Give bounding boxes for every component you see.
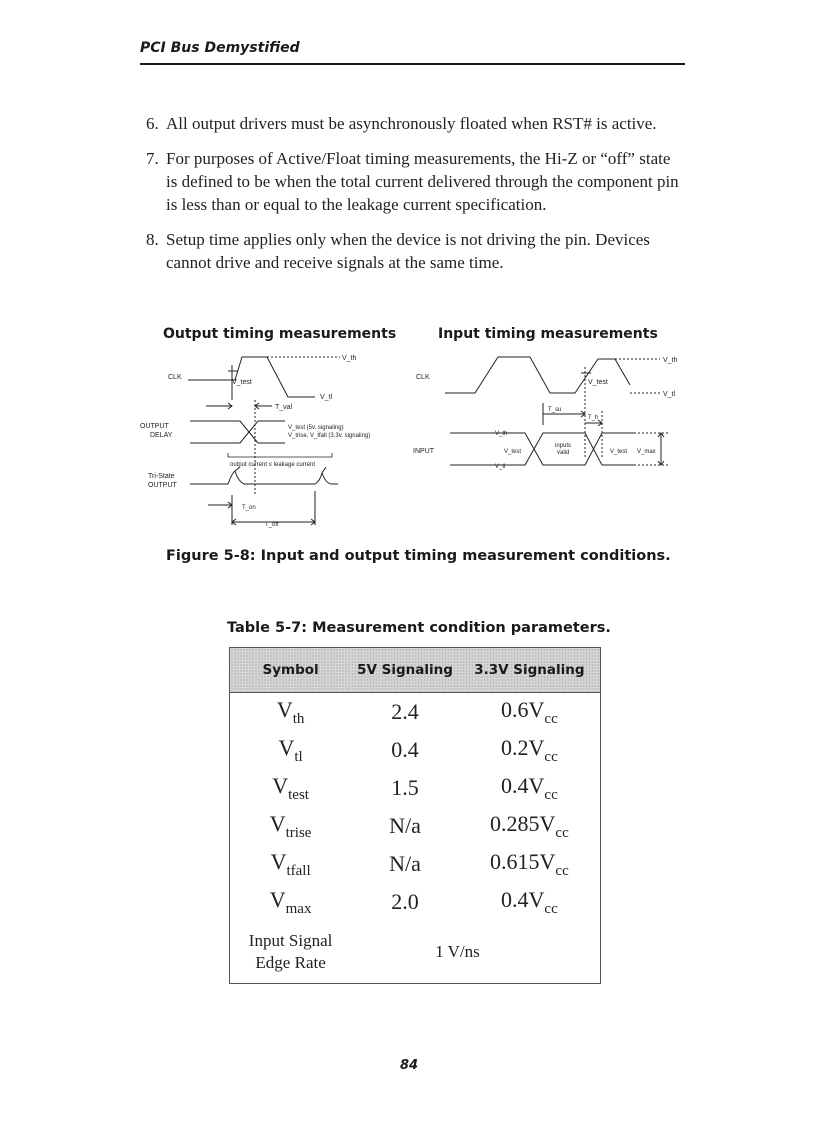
v5-cell: 2.4 xyxy=(391,699,419,724)
input-vtl-label: V_tl xyxy=(663,391,676,398)
tristate-off xyxy=(322,473,338,484)
header-rule xyxy=(140,63,685,65)
rule-text: All output drivers must be asynchronously floated when RST# is active. xyxy=(166,114,657,133)
ton-label: T_on xyxy=(242,505,256,511)
v33-cell: $0.4V_{cc}$ xyxy=(501,886,558,917)
rule-number: 6. xyxy=(146,114,159,133)
tsu-label: T_su xyxy=(548,407,562,413)
table-header-row xyxy=(230,648,601,693)
output-delay-high xyxy=(190,421,285,443)
output-vtest-label: V_test xyxy=(232,379,252,386)
input-timing-diagram xyxy=(413,357,678,470)
table-row xyxy=(230,845,601,883)
rule-number: 7. xyxy=(146,149,159,168)
leakage-bracket xyxy=(228,453,332,457)
table-row xyxy=(230,731,601,769)
v33-cell: $0.2V_{cc}$ xyxy=(501,734,558,765)
v5-cell: N/a xyxy=(389,851,421,876)
input-diagram-title: Input timing measurements xyxy=(438,326,658,342)
tristate-mid xyxy=(235,467,326,484)
rule-text: For purposes of Active/Float timing measurements, the Hi-Z or “off” state is defined to be when the total current delivered through the component pin is less than or equal to the leakage current specification. xyxy=(166,149,679,214)
v33-cell: $0.4V_{cc}$ xyxy=(501,772,558,803)
table-row xyxy=(230,807,601,845)
figure-caption: Figure 5-8: Input and output timing measurement conditions. xyxy=(166,548,671,564)
symbol-cell: $V_{test}$ xyxy=(272,772,309,803)
output-delay-low xyxy=(190,421,285,443)
table-row xyxy=(230,693,601,732)
table-caption: Table 5-7: Measurement condition parameters. xyxy=(227,620,611,636)
vtest-right-label: V_test xyxy=(610,449,628,455)
v5-cell: 1.5 xyxy=(391,775,419,800)
vtest-left-label: V_test xyxy=(504,449,522,455)
list-item xyxy=(146,112,681,135)
input-clk-label: CLK xyxy=(416,374,430,381)
tval-label: T_val xyxy=(275,404,293,411)
v33-cell: $0.285V_{cc}$ xyxy=(490,810,569,841)
toff-label: T_off xyxy=(265,522,279,528)
edge-rate-value: 1 V/ns xyxy=(435,942,480,961)
valid-label: valid xyxy=(557,450,570,456)
table-row xyxy=(230,883,601,921)
header-5v-signaling: 5V Signaling xyxy=(351,648,459,693)
v33-cell: $0.615V_{cc}$ xyxy=(490,848,569,879)
output-label: OUTPUT xyxy=(140,423,169,430)
edge-rate-value-cell xyxy=(351,921,600,984)
delay-label: DELAY xyxy=(150,432,173,439)
table-row xyxy=(230,921,601,984)
tristate-label: Tri-State xyxy=(148,473,175,480)
tristate-output-label: OUTPUT xyxy=(148,482,177,489)
input-vth-label-small: V_th xyxy=(495,431,508,437)
v5-cell: 0.4 xyxy=(391,737,419,762)
vmax-label: V_max xyxy=(637,449,656,455)
symbol-cell: $V_{tl}$ xyxy=(278,734,303,765)
symbol-cell: $V_{th}$ xyxy=(276,696,305,727)
output-diagram-title: Output timing measurements xyxy=(163,326,397,342)
output-vtl-label: V_tl xyxy=(320,394,333,401)
list-item xyxy=(146,228,681,274)
symbol-cell: $V_{trise}$ xyxy=(269,810,312,841)
vtrise-note: V_trise, V_tfall (3.3v. signaling) xyxy=(288,433,371,439)
input-vtest-label: V_test xyxy=(588,379,608,386)
list-item xyxy=(146,147,681,216)
output-clk-waveform xyxy=(188,357,315,397)
vtest-note: V_test (5v. signaling) xyxy=(288,425,344,431)
v5-cell: 2.0 xyxy=(391,889,419,914)
table-row xyxy=(230,769,601,807)
rules-list xyxy=(146,112,681,286)
header-symbol: Symbol xyxy=(230,648,352,693)
rule-number: 8. xyxy=(146,230,159,249)
page-number: 84 xyxy=(400,1058,419,1073)
timing-diagram xyxy=(140,345,685,535)
edge-rate-label-line2: Edge Rate xyxy=(255,953,326,972)
symbol-cell: $V_{tfall}$ xyxy=(270,848,311,879)
running-header: PCI Bus Demystified xyxy=(140,40,300,56)
leakage-note: output current ≤ leakage current xyxy=(230,462,316,468)
input-vtl-label-small: V_tl xyxy=(495,464,506,470)
output-clk-label: CLK xyxy=(168,374,182,381)
v5-cell: N/a xyxy=(389,813,421,838)
input-vth-label: V_th xyxy=(663,357,678,364)
inputs-label: inputs xyxy=(555,443,572,449)
input-label: INPUT xyxy=(413,448,434,455)
tristate-on xyxy=(190,467,240,484)
v33-cell: $0.6V_{cc}$ xyxy=(501,696,558,727)
th-label: T_h xyxy=(588,415,599,421)
rule-text: Setup time applies only when the device is not driving the pin. Devices cannot drive and receive signals at the same time. xyxy=(166,230,650,272)
edge-rate-label-line1: Input Signal xyxy=(248,931,333,950)
parameters-table xyxy=(229,647,601,984)
output-timing-diagram xyxy=(140,355,370,528)
output-vth-label: V_th xyxy=(342,355,357,362)
symbol-cell: $V_{max}$ xyxy=(269,886,312,917)
header-33v-signaling: 3.3V Signaling xyxy=(459,648,601,693)
input-clk-waveform xyxy=(445,357,630,393)
edge-rate-label-cell xyxy=(230,921,352,984)
